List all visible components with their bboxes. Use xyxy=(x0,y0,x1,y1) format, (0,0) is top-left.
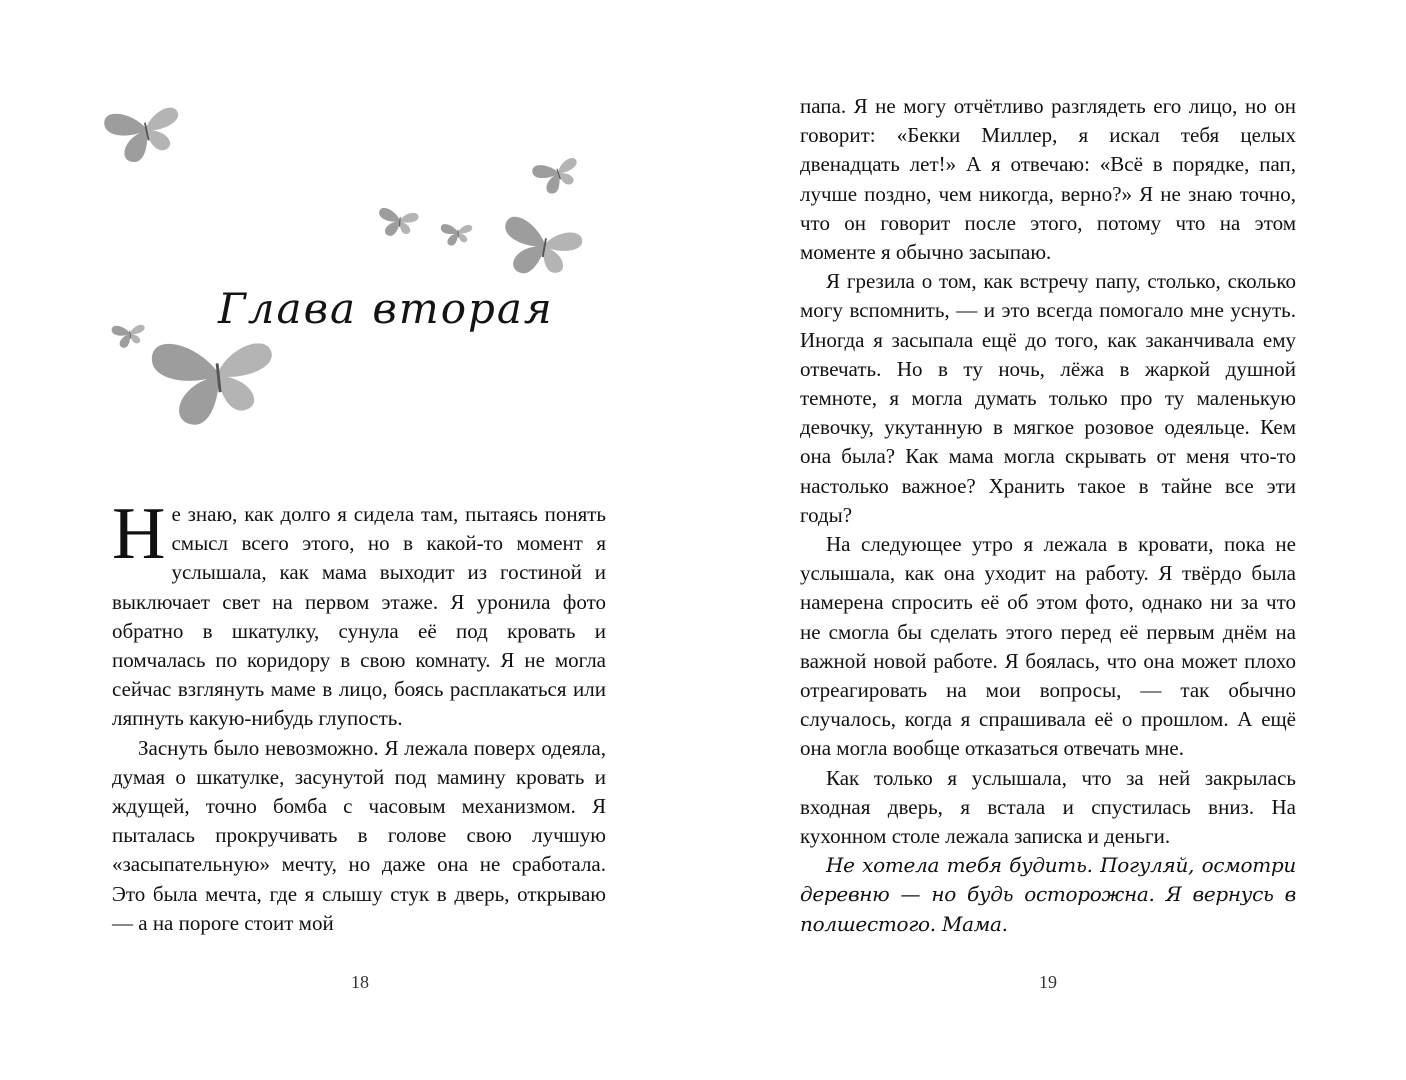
paragraph xyxy=(112,493,606,734)
chapter-title: Глава вторая xyxy=(218,284,554,333)
handwritten-note: Не хотела тебя будить. Погуляй, осмотри деревню — но будь осторожна. Я вернусь в полшестого. Мама. xyxy=(800,853,1296,936)
butterfly-icon xyxy=(378,208,420,238)
left-page-text xyxy=(112,493,606,938)
butterflies-illustration xyxy=(0,0,703,480)
right-page-text xyxy=(800,92,1296,939)
butterfly-icon xyxy=(498,215,585,282)
butterfly-icon xyxy=(150,333,278,428)
drop-cap: Н xyxy=(112,493,166,575)
butterfly-icon xyxy=(441,222,474,246)
paragraph: Я грезила о том, как встречу папу, столько, сколько могу вспомнить, — и это всегда помогало мне уснуть. Иногда я засыпала ещё до того, как заканчивала ему отвечать. Но в ту ночь, лёжа в жаркой душной темноте, я могла думать только про ту маленькую девочку, укутанную в мягкое розовое одеяльце. Кем она была? Как мама могла скрывать от меня что-то настолько важное? Хранить такое в тайне все эти годы? xyxy=(800,269,1296,527)
paragraph: На следующее утро я лежала в кровати, пока не услышала, как она уходит на работу. Я твёрдо была намерена спросить её об этом фото, однако ни за что не смогла бы сделать этого перед её первым днём на важной новой работе. Я боялась, что она может плохо отреагировать на мои вопросы, — так обычно случалось, когда я спрашивала её о прошлом. А ещё она могла вообще отказаться отвечать мне. xyxy=(800,532,1296,761)
paragraph: папа. Я не могу отчётливо разглядеть его лицо, но он говорит: «Бекки Миллер, я искал тебя целых двенадцать лет!» А я отвечаю: «Всё в порядке, пап, лучше поздно, чем никогда, верно?» Я не знаю точно, что он говорит после этого, потому что на этом моменте я обычно засыпаю. xyxy=(800,94,1296,265)
page-number: 19 xyxy=(1039,972,1057,992)
butterfly-icon xyxy=(111,322,147,349)
paragraph: Заснуть было невозможно. Я лежала поверх одеяла, думая о шкатулке, засунутой под мамину кровать и ждущей, точно бомба с часовым механизмом. Я пыталась прокручивать в голове свою лучшую «засыпательную» мечту, но даже она не сработала. Это была мечта, где я слышу стук в дверь, открываю — а на пороге стоит мой xyxy=(112,735,606,935)
right-page xyxy=(703,0,1406,1080)
butterfly-icon xyxy=(531,154,584,198)
paragraph: Как только я услышала, что за ней закрылась входная дверь, я встала и спустилась вниз. На кухонном столе лежала записка и деньги. xyxy=(800,765,1296,849)
butterfly-icon xyxy=(103,101,187,167)
page-number: 18 xyxy=(351,972,369,992)
paragraph-text: е знаю, как долго я сидела там, пытаясь понять смысл всего этого, но в какой-то момент я услышала, как мама выходит из гостиной и выключает свет на первом этаже. Я уронила фото обратно в шкатулку, сунула её под кровать и помчалась по коридору в свою комнату. Я не могла сейчас взглянуть маме в лицо, боясь расплакаться или ляпнуть какую-нибудь глупость. xyxy=(112,502,606,731)
